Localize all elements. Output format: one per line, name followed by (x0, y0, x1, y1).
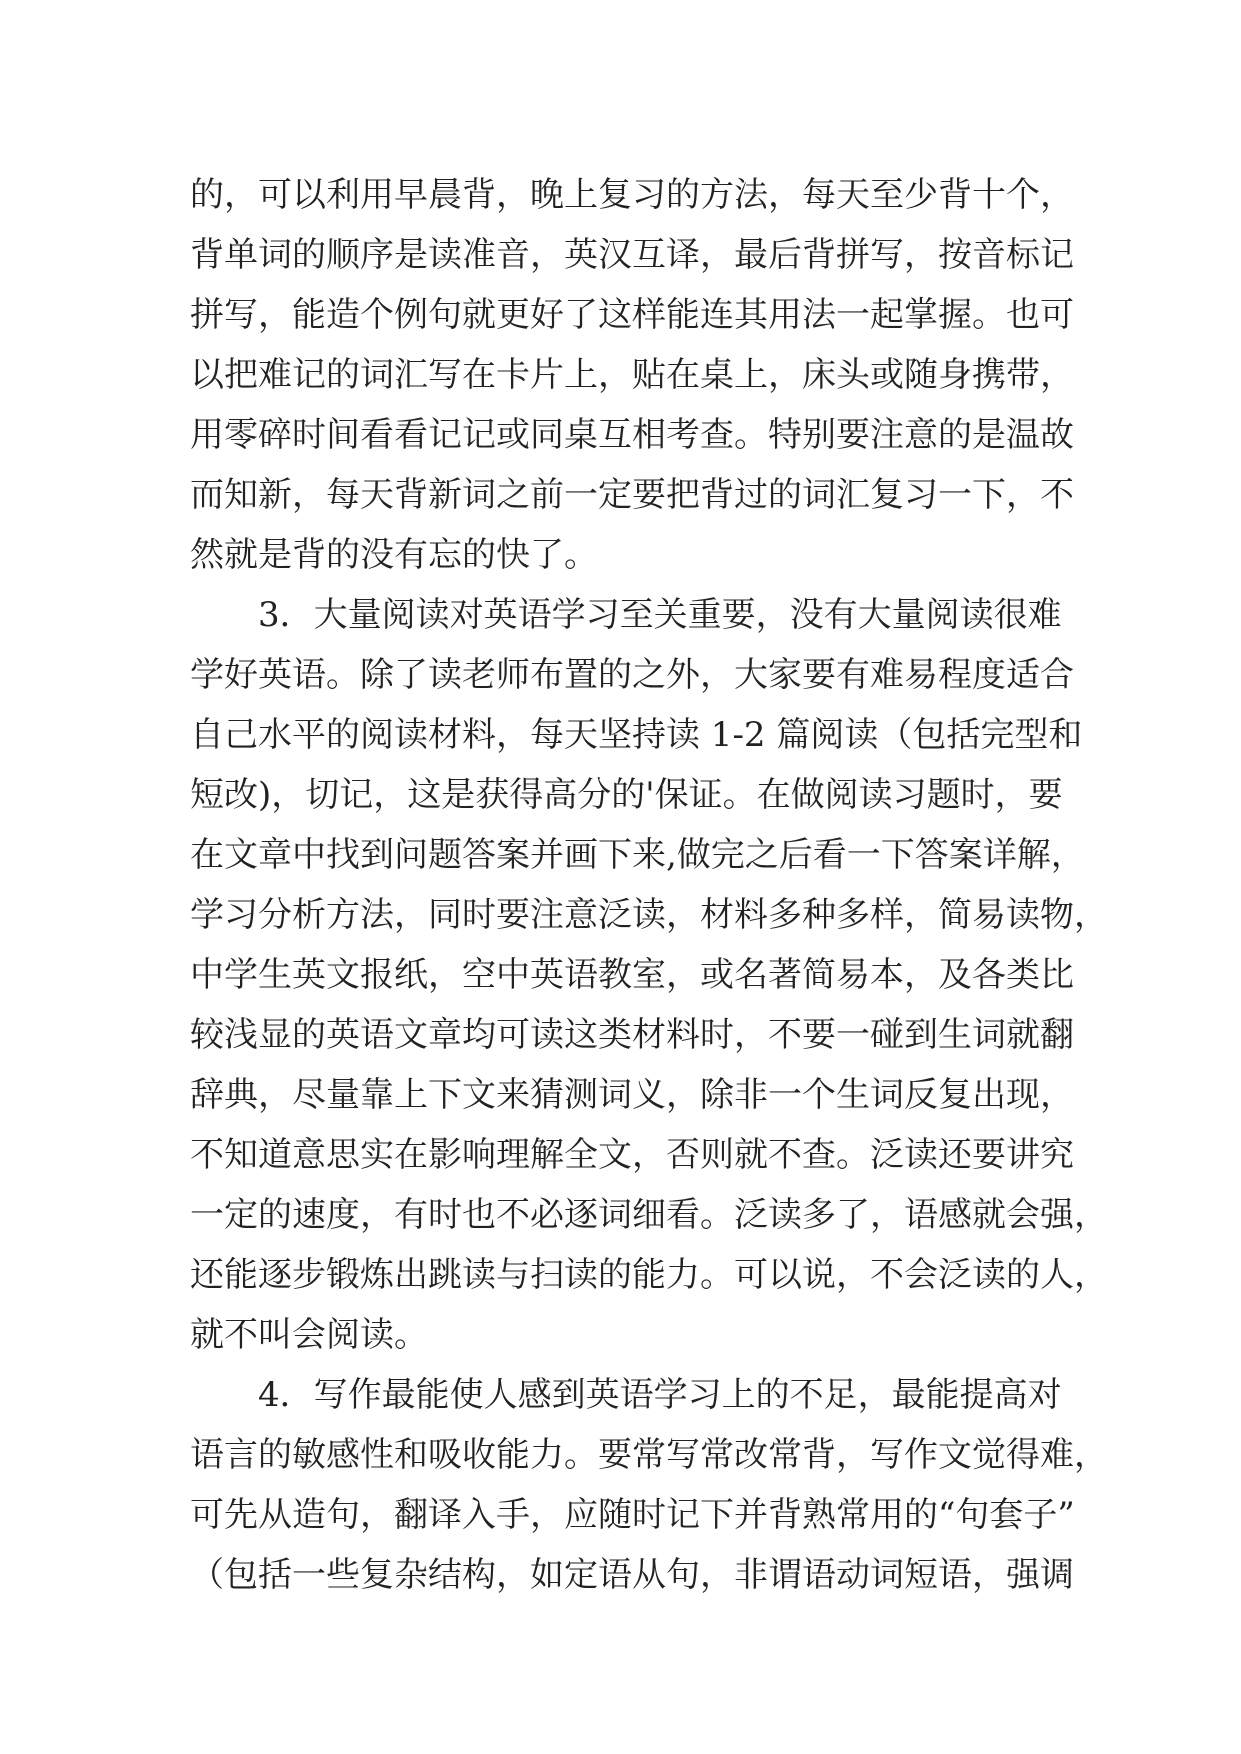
text-line: 以把难记的词汇写在卡片上，贴在桌上，床头或随身携带， (190, 355, 1074, 395)
text-line: 中学生英文报纸，空中英语教室，或名著简易本，及各类比 (190, 955, 1074, 995)
text-line: 语言的敏感性和吸收能力。要常写常改常背，写作文觉得难， (190, 1435, 1108, 1475)
paragraph-3-first-line: 3．大量阅读对英语学习至关重要，没有大量阅读很难 (258, 595, 1062, 635)
body-text (190, 165, 1108, 1605)
text-line: 短改)，切记，这是获得高分的'保证。在做阅读习题时，要 (190, 775, 1063, 815)
text-line: 学习分析方法，同时要注意泛读，材料多种多样，简易读物， (190, 895, 1108, 935)
text-line: 自己水平的阅读材料，每天坚持读 1-2 篇阅读（包括完型和 (190, 715, 1083, 755)
text-line: 的，可以利用早晨背，晚上复习的方法，每天至少背十个， (190, 175, 1074, 215)
text-line: 而知新，每天背新词之前一定要把背过的词汇复习一下，不 (190, 475, 1074, 515)
text-line: 背单词的顺序是读准音，英汉互译，最后背拼写，按音标记 (190, 235, 1074, 275)
text-line: 辞典，尽量靠上下文来猜测词义，除非一个生词反复出现， (190, 1075, 1074, 1115)
text-line: 不知道意思实在影响理解全文，否则就不查。泛读还要讲究 (190, 1135, 1074, 1175)
text-line: 可先从造句，翻译入手，应随时记下并背熟常用的“句套子” (190, 1495, 1075, 1535)
text-line: 学好英语。除了读老师布置的之外，大家要有难易程度适合 (190, 655, 1074, 695)
text-line: 然就是背的没有忘的快了。 (190, 535, 598, 575)
text-line: 还能逐步锻炼出跳读与扫读的能力。可以说，不会泛读的人， (190, 1255, 1108, 1295)
text-line: 在文章中找到问题答案并画下来,做完之后看一下答案详解， (190, 835, 1085, 875)
text-line: 拼写，能造个例句就更好了这样能连其用法一起掌握。也可 (190, 295, 1074, 335)
text-line: 就不叫会阅读。 (190, 1315, 428, 1355)
text-line: 一定的速度，有时也不必逐词细看。泛读多了，语感就会强， (190, 1195, 1108, 1235)
text-line: （包括一些复杂结构，如定语从句，非谓语动词短语，强调 (190, 1555, 1074, 1595)
text-line: 用零碎时间看看记记或同桌互相考查。特别要注意的是温故 (190, 415, 1074, 455)
paragraph-4-first-line: 4．写作最能使人感到英语学习上的不足，最能提高对 (258, 1375, 1062, 1415)
text-line: 较浅显的英语文章均可读这类材料时，不要一碰到生词就翻 (190, 1015, 1074, 1055)
